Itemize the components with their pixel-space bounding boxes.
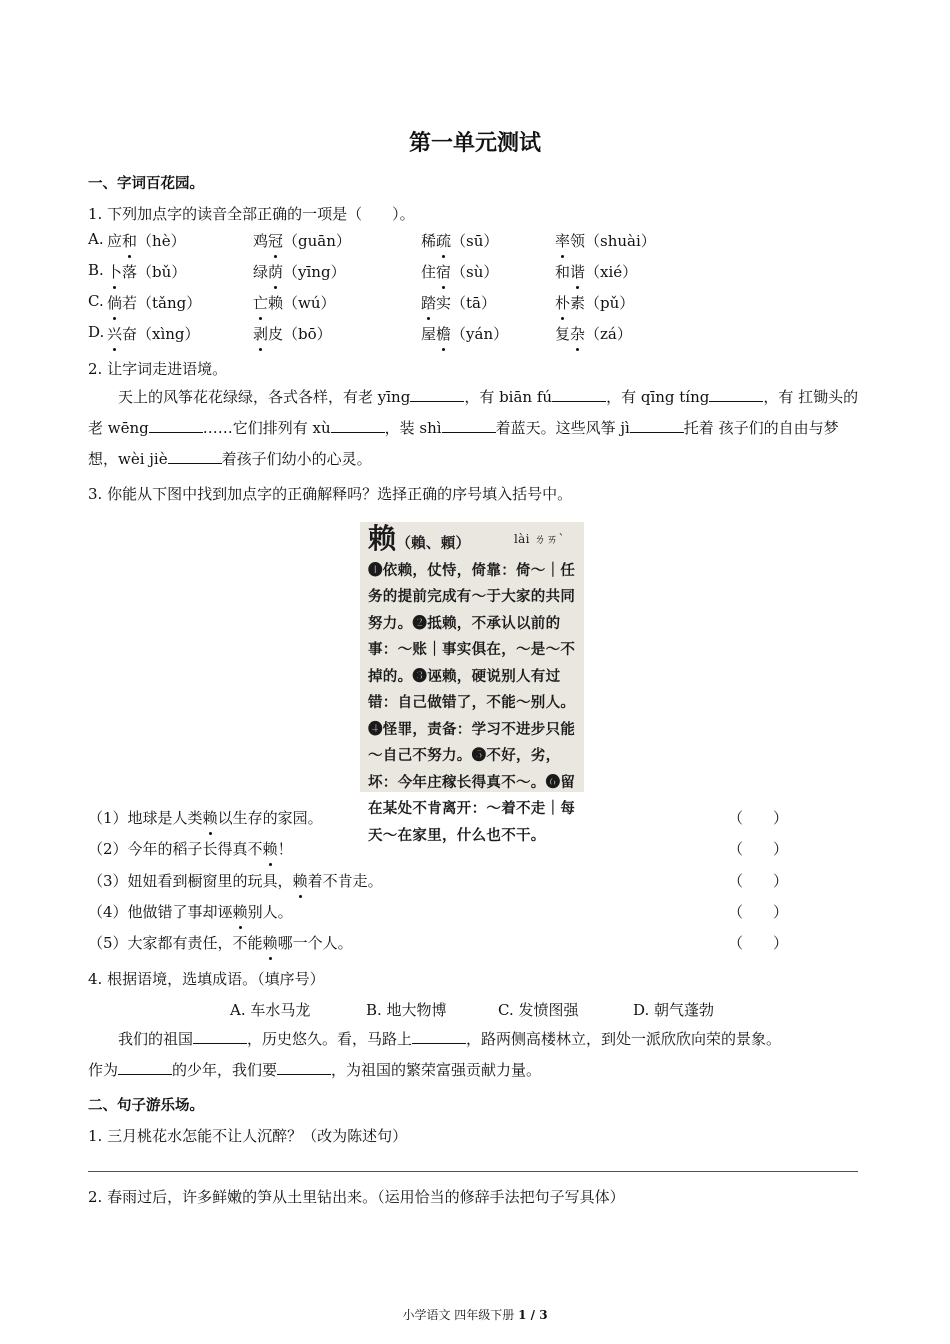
sentence-text: 哪一个人。: [277, 934, 353, 952]
answer-line[interactable]: [88, 1171, 858, 1172]
word-part: 落（bǔ）: [122, 263, 187, 281]
question-4-stem: 4. 根据语境，选填成语。（填序号）: [88, 970, 325, 988]
sentence-text: （3）妞妞看到橱窗里的玩具，: [88, 872, 293, 890]
passage-text: 天上的风筝花花绿绿，各式各样，有老 yīng: [118, 388, 411, 406]
dotted-character: 冠: [268, 232, 284, 250]
word-with-pinyin: [421, 292, 496, 313]
dotted-character: 檐: [436, 325, 452, 343]
dotted-character: 剥: [253, 325, 269, 343]
answer-parentheses[interactable]: （ ）: [728, 872, 789, 890]
dotted-character: 疏: [436, 232, 452, 250]
passage-text: 托着: [683, 419, 714, 437]
word-with-pinyin: [421, 261, 498, 282]
word-with-pinyin: [107, 230, 186, 251]
dotted-character: 兴: [107, 325, 123, 343]
word-with-pinyin: [107, 323, 200, 344]
word-with-pinyin: [555, 323, 632, 344]
dotted-character: 杂: [570, 325, 586, 343]
answer-blank[interactable]: [630, 416, 684, 433]
idiom-option: B. 地大物博: [366, 1001, 447, 1019]
word-part: 奋（xìng）: [122, 325, 200, 343]
word-part: （sù）: [451, 263, 499, 281]
word-part: （zá）: [585, 325, 632, 343]
passage-text: 孩子们的自由与梦想，wèi jiè: [88, 419, 839, 468]
sentence-text: 着不肯走。: [307, 872, 383, 890]
section-heading-2: 二、句子游乐场。: [88, 1098, 204, 1114]
sentence-item: [88, 807, 323, 828]
word-with-pinyin: [421, 323, 508, 344]
question-4-passage-line2: [88, 1055, 864, 1086]
passage-text: ，有: [763, 388, 794, 406]
dotted-character: 荫: [268, 263, 284, 281]
passage-text: ，为祖国的繁荣富强贡献力量。: [331, 1061, 542, 1079]
word-with-pinyin: [421, 230, 498, 251]
word-part: 鸡: [253, 232, 269, 250]
word-part: 住: [421, 263, 437, 281]
option-label[interactable]: B.: [88, 261, 104, 279]
dotted-character: 赖: [292, 872, 308, 890]
word-part: （yīng）: [283, 263, 346, 281]
dotted-character: 踏: [421, 294, 437, 312]
passage-text: ……它们排列有 xù: [202, 419, 331, 437]
passage-text: 作为: [88, 1061, 119, 1079]
word-part: 绿: [253, 263, 269, 281]
answer-parentheses[interactable]: （ ）: [728, 903, 789, 921]
dictionary-pinyin: lài ㄌㄞˋ: [514, 532, 565, 546]
passage-text: ，有 biān fú: [464, 388, 553, 406]
word-with-pinyin: [555, 261, 637, 282]
word-with-pinyin: [555, 292, 634, 313]
dotted-character: 赖: [262, 934, 278, 952]
answer-parentheses[interactable]: （ ）: [728, 840, 789, 858]
word-part: 实（tā）: [436, 294, 496, 312]
sentence-text: （2）今年的稻子长得真不: [88, 840, 263, 858]
sentence-item: [88, 932, 353, 953]
sentence-item: [88, 870, 383, 891]
word-with-pinyin: [253, 292, 336, 313]
answer-blank[interactable]: [412, 1027, 466, 1044]
section-2-question-1: 1. 三月桃花水怎能不让人沉醉？（改为陈述句）: [88, 1127, 408, 1145]
option-label[interactable]: A.: [88, 230, 104, 248]
dotted-character: 谐: [570, 263, 586, 281]
sentence-item: [88, 838, 293, 859]
page-title: 第一单元测试: [408, 131, 541, 156]
word-with-pinyin: [253, 323, 332, 344]
footer-text: 小学语文 四年级下册: [402, 1308, 515, 1322]
word-part: 稀: [421, 232, 437, 250]
answer-blank[interactable]: [168, 447, 222, 464]
option-label[interactable]: D.: [88, 323, 105, 341]
dictionary-definitions: ❶依赖，仗恃，倚靠：倚～｜任务的提前完成有～于大家的共同努力。❷抵赖，不承认以前的事：～账｜事实俱在，～是～不掉的。❸诬赖，硬说别人有过错：自己做错了，不能～别人。❹怪罪，责备：学习不进步只能～自己不努力。❺不好，劣，坏：今年庄稼长得真不～。❻留在某处不肯离开：～着不走｜每天～在家里，什么也不干。: [368, 561, 576, 844]
answer-blank[interactable]: [442, 416, 496, 433]
word-with-pinyin: [253, 261, 346, 282]
answer-parentheses[interactable]: （ ）: [728, 934, 789, 952]
section-2-question-2: 2. 春雨过后，许多鲜嫩的笋从土里钻出来。（运用恰当的修辞手法把句子写具体）: [88, 1188, 625, 1206]
passage-text: ，历史悠久。看，马路上: [247, 1030, 413, 1048]
word-part: （guān）: [283, 232, 351, 250]
question-4-passage: [88, 1024, 864, 1055]
answer-blank[interactable]: [149, 416, 203, 433]
passage-text: ，装 shì: [384, 419, 442, 437]
word-with-pinyin: [107, 261, 186, 282]
sentence-text: ！: [277, 840, 293, 858]
sentence-text: 以生存的家园。: [217, 809, 323, 827]
passage-text: 的少年，我们要: [172, 1061, 278, 1079]
passage-text: ，路两侧高楼林立，到处一派欣欣向荣的景象。: [466, 1030, 782, 1048]
answer-blank[interactable]: [118, 1058, 172, 1075]
word-part: 复: [555, 325, 571, 343]
passage-text: 扛锄头的老 wēng: [88, 388, 859, 437]
word-part: 和: [555, 263, 571, 281]
answer-parentheses[interactable]: （ ）: [728, 809, 789, 827]
word-part: 素（pǔ）: [570, 294, 635, 312]
passage-text: 我们的祖国: [118, 1030, 194, 1048]
dotted-character: 和: [122, 232, 138, 250]
word-part: 屋: [421, 325, 437, 343]
passage-text: 着孩子们幼小的心灵。: [221, 450, 372, 468]
word-part: 应: [107, 232, 123, 250]
page-footer: [0, 1306, 950, 1323]
question-1-stem: 1. 下列加点字的读音全部正确的一项是（ ）。: [88, 205, 415, 223]
dotted-character: 赖: [262, 840, 278, 858]
word-part: （sū）: [451, 232, 499, 250]
word-part: 若（tǎng）: [122, 294, 202, 312]
idiom-option: A. 车水马龙: [230, 1001, 311, 1019]
section-heading-1: 一、字词百花园。: [88, 176, 204, 192]
word-part: （yán）: [451, 325, 509, 343]
answer-blank[interactable]: [277, 1058, 331, 1075]
dictionary-headword: 赖: [368, 522, 397, 555]
sentence-text: 别人。: [247, 903, 293, 921]
dotted-character: 卜: [107, 263, 123, 281]
sentence-text: （5）大家都有责任，不能: [88, 934, 263, 952]
answer-blank[interactable]: [193, 1027, 247, 1044]
answer-blank[interactable]: [410, 385, 464, 402]
sentence-item: [88, 901, 293, 922]
passage-text: ，有 qīng tíng: [606, 388, 710, 406]
sentence-text: （4）他做错了事却诬: [88, 903, 233, 921]
passage-text: 着蓝天。这些风筝 jì: [495, 419, 630, 437]
sentence-text: （1）地球是人类: [88, 809, 203, 827]
word-part: 皮（bō）: [268, 325, 332, 343]
question-3-stem: 3. 你能从下图中找到加点字的正确解释吗？选择正确的序号填入括号中。: [88, 485, 573, 503]
dotted-character: 率: [555, 232, 571, 250]
idiom-option: D. 朝气蓬勃: [633, 1001, 715, 1019]
word-with-pinyin: [555, 230, 656, 251]
dotted-character: 亡: [253, 294, 269, 312]
answer-blank[interactable]: [709, 385, 763, 402]
page-number: 1 / 3: [518, 1308, 548, 1322]
word-part: 领（shuài）: [570, 232, 656, 250]
dotted-character: 倘: [107, 294, 123, 312]
dotted-character: 赖: [232, 903, 248, 921]
word-part: （hè）: [137, 232, 186, 250]
option-label[interactable]: C.: [88, 292, 104, 310]
dotted-character: 赖: [202, 809, 218, 827]
question-2-passage: [88, 382, 864, 475]
word-with-pinyin: [107, 292, 201, 313]
word-part: （xié）: [585, 263, 638, 281]
answer-blank[interactable]: [552, 385, 606, 402]
dotted-character: 朴: [555, 294, 571, 312]
answer-blank[interactable]: [331, 416, 385, 433]
dotted-character: 宿: [436, 263, 452, 281]
word-part: 赖（wú）: [268, 294, 336, 312]
dictionary-entry-text: [368, 522, 580, 849]
question-2-stem: 2. 让字词走进语境。: [88, 360, 228, 378]
idiom-option: C. 发愤图强: [498, 1001, 579, 1019]
dictionary-variants: （賴、頼）: [396, 535, 471, 552]
word-with-pinyin: [253, 230, 351, 251]
dictionary-entry-image: [360, 522, 584, 844]
